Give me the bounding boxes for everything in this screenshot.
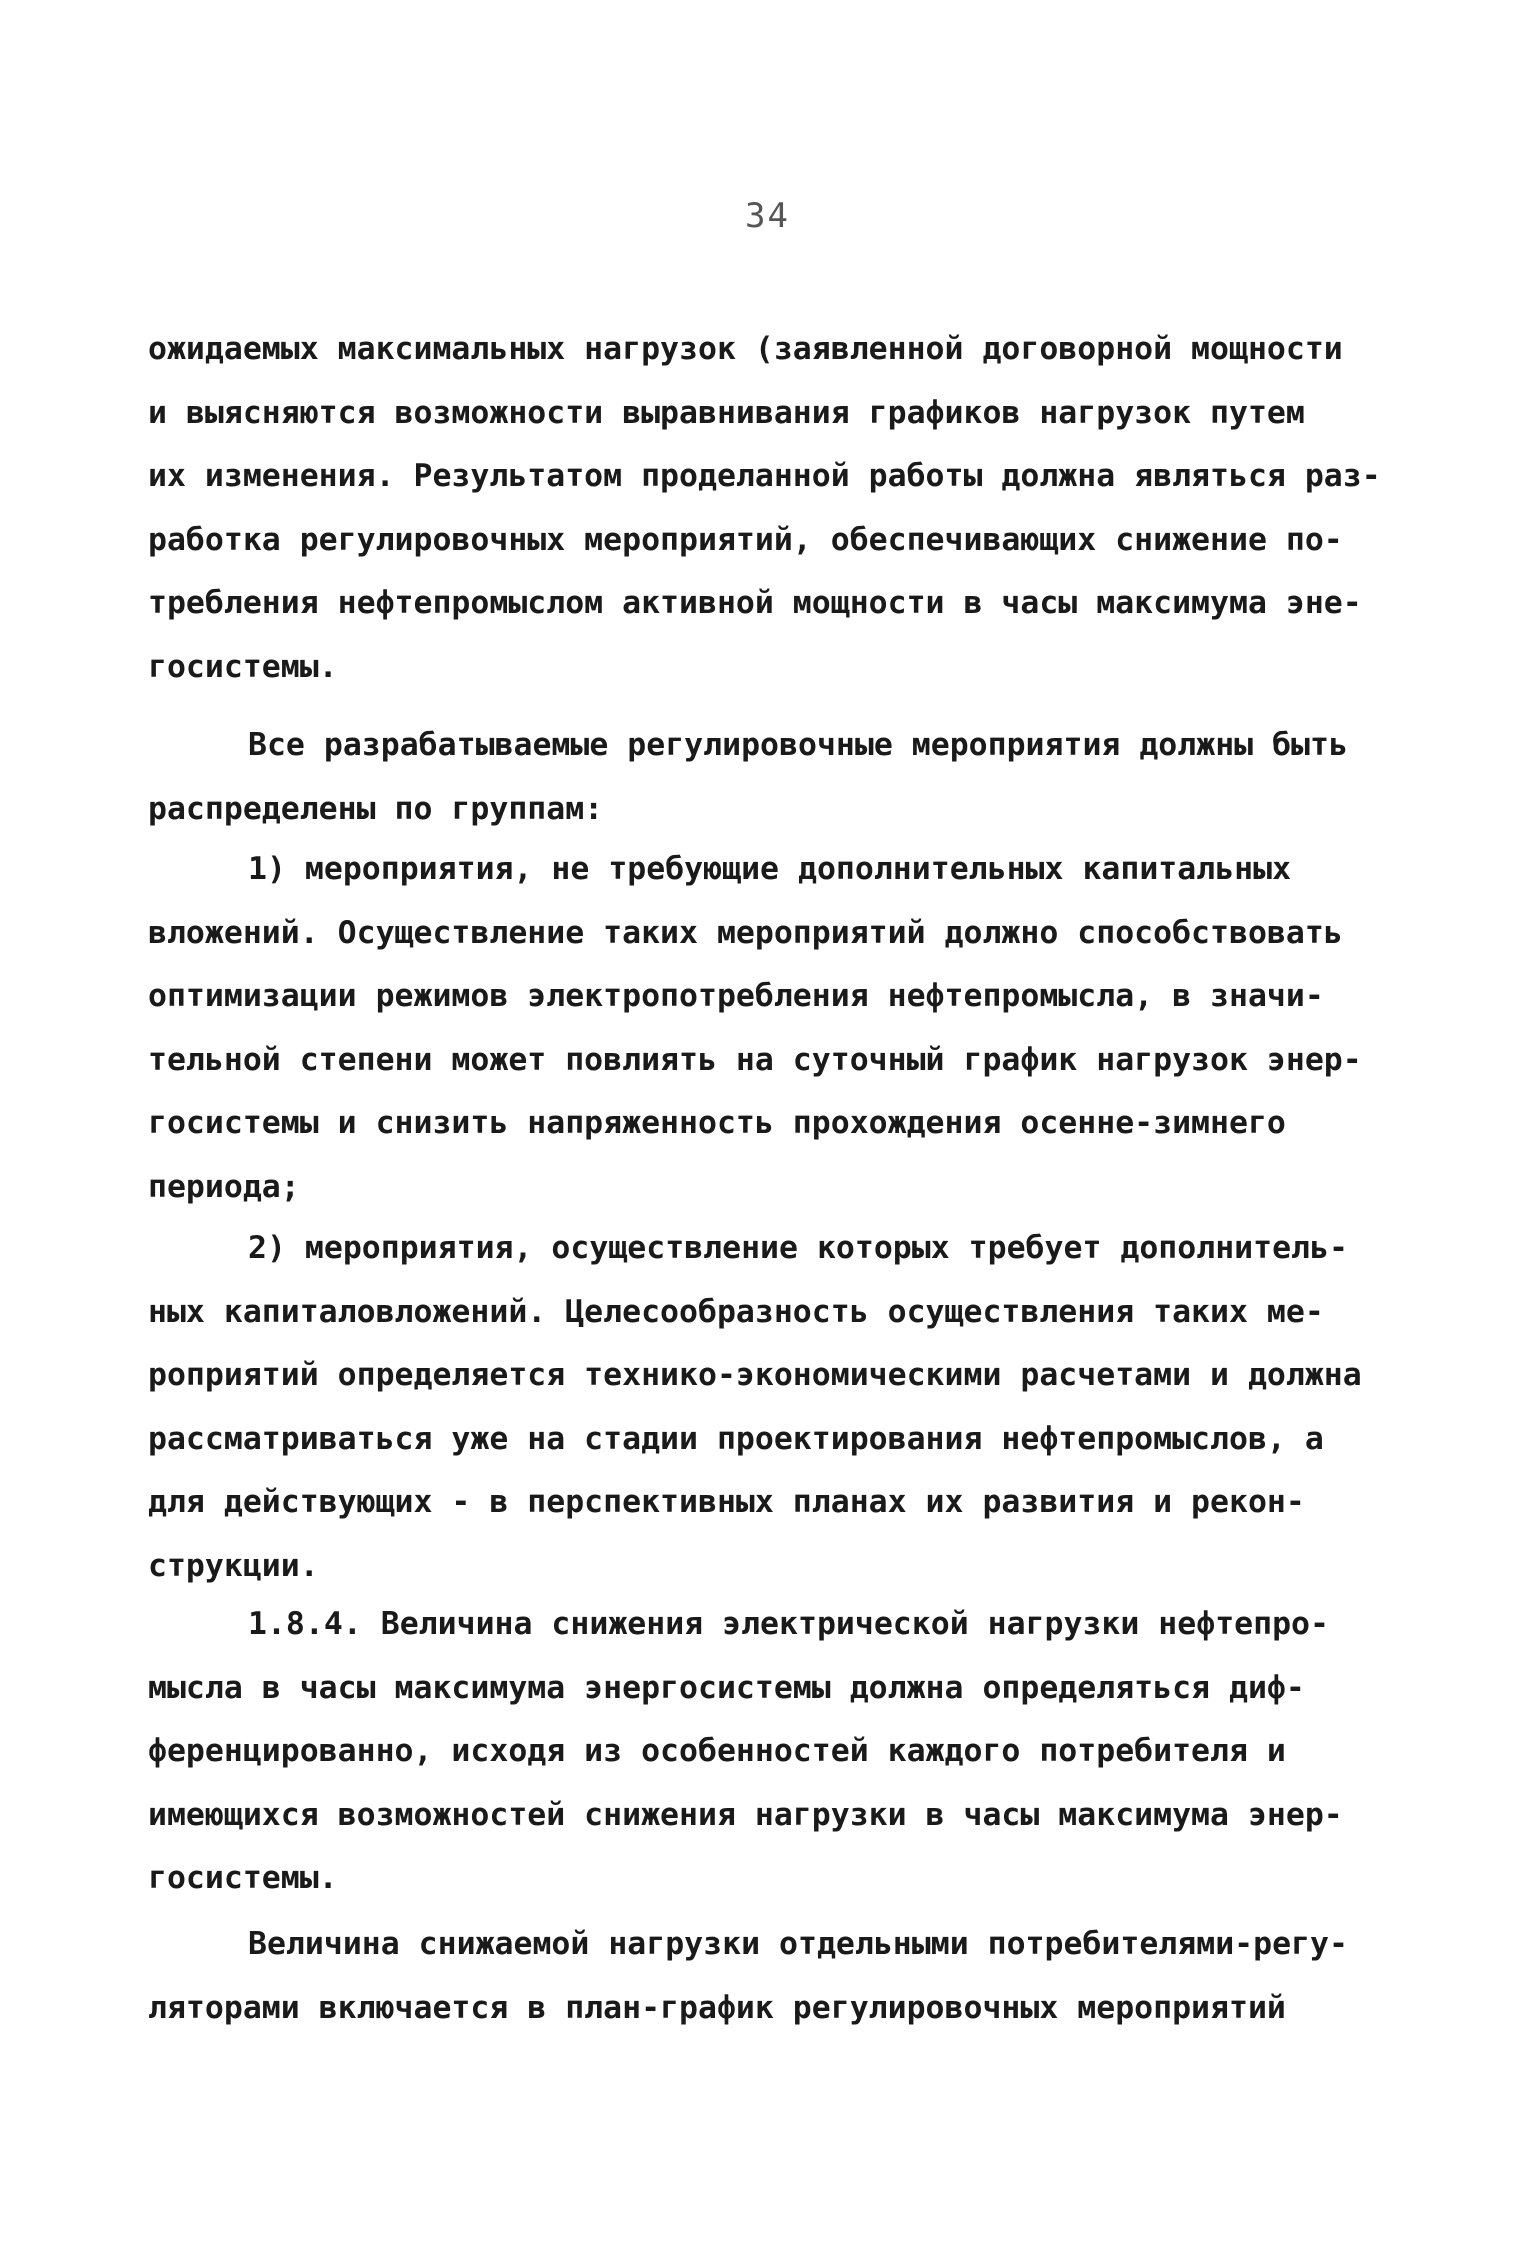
text-line: Все разрабатываемые регулировочные мероприятия должны быть — [248, 727, 1348, 763]
paragraph-1 — [148, 318, 1408, 699]
text-line: 2) мероприятия, осуществление которых требует дополнитель- — [248, 1230, 1348, 1266]
paragraph-5 — [148, 1593, 1408, 1911]
text-line: роприятий определяется технико-экономическими расчетами и должна — [148, 1357, 1362, 1393]
text-line: струкции. — [148, 1547, 319, 1584]
text-line: вложений. Осуществление таких мероприятий должно способствовать — [148, 914, 1343, 951]
text-line: рассматриваться уже на стадии проектирования нефтепромыслов, а — [148, 1420, 1324, 1457]
text-line: госистемы и снизить напряженность прохождения осенне-зимнего — [148, 1105, 1286, 1141]
text-line: для действующих - в перспективных планах их развития и рекон- — [148, 1484, 1305, 1520]
text-line: ференцированно, исходя из особенностей каждого потребителя и — [148, 1733, 1286, 1769]
text-line: ожидаемых максимальных нагрузок (заявленной договорной мощности — [148, 331, 1343, 367]
page-number: 34 — [745, 196, 790, 236]
text-line: их изменения. Результатом проделанной работы должна являться раз- — [148, 458, 1381, 494]
text-line: тельной степени может повлиять на суточный график нагрузок энер- — [148, 1041, 1362, 1078]
text-line: ляторами включается в план-график регулировочных мероприятий — [148, 1989, 1286, 2026]
text-line: периода; — [148, 1168, 300, 1205]
paragraph-2 — [148, 714, 1408, 841]
text-line: госистемы. — [148, 648, 338, 685]
text-line: и выясняются возможности выравнивания графиков нагрузок путем — [148, 394, 1305, 431]
text-line: ных капиталовложений. Целесообразность осуществления таких ме- — [148, 1293, 1324, 1330]
paragraph-3 — [148, 838, 1408, 1219]
text-line: 1.8.4. Величина снижения электрической нагрузки нефтепро- — [248, 1606, 1329, 1642]
text-line: распределены по группам: — [148, 790, 604, 827]
text-line: требления нефтепромыслом активной мощности в часы максимума эне- — [148, 585, 1362, 621]
text-line: 1) мероприятия, не требующие дополнительных капитальных — [248, 851, 1292, 887]
text-line: имеющихся возможностей снижения нагрузки в часы максимума энер- — [148, 1796, 1343, 1833]
text-line: работка регулировочных мероприятий, обеспечивающих снижение по- — [148, 521, 1343, 558]
text-line: мысла в часы максимума энергосистемы должна определяться диф- — [148, 1669, 1305, 1706]
text-line: Величина снижаемой нагрузки отдельными потребителями-регу- — [248, 1926, 1348, 1962]
paragraph-6 — [148, 1913, 1408, 2040]
text-line: оптимизации режимов электропотребления нефтепромысла, в значи- — [148, 978, 1324, 1014]
text-line: госистемы. — [148, 1860, 338, 1896]
paragraph-4 — [148, 1217, 1408, 1598]
